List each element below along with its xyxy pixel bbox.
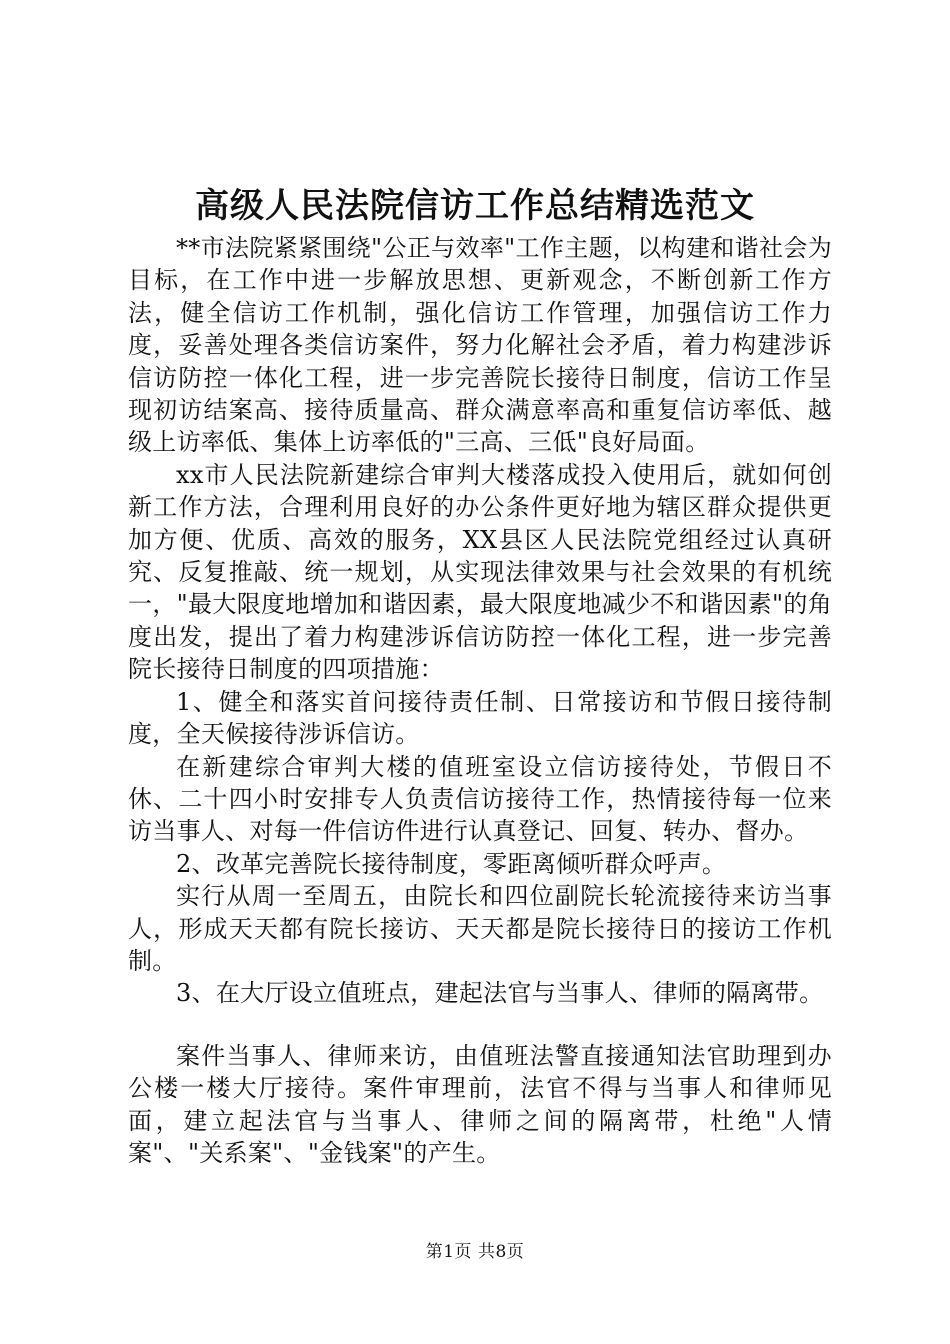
paragraph-8: 案件当事人、律师来访，由值班法警直接通知法官助理到办公楼一楼大厅接待。案件审理前，法官不得与当事人和律师见面，建立起法官与当事人、律师之间的隔离带，杜绝"人情案"、"关系案"、"金钱案"的产生。	[128, 1041, 832, 1167]
paragraph-1: **市法院紧紧围绕"公正与效率"工作主题，以构建和谐社会为目标，在工作中进一步解放思想、更新观念，不断创新工作方法，健全信访工作机制，强化信访工作管理，加强信访工作力度，妥善处理各类信访案件，努力化解社会矛盾，着力构建涉诉信访防控一体化工程，进一步完善院长接待日制度，信访工作呈现初访结案高、接待质量高、群众满意率高和重复信访率低、越级上访率低、集体上访率低的"三高、三低"良好局面。	[128, 234, 832, 457]
paragraph-2: xx市人民法院新建综合审判大楼落成投入使用后，就如何创新工作方法，合理利用良好的办公条件更好地为辖区群众提供更加方便、优质、高效的服务，XX县区人民法院党组经过认真研究、反复推敲、统一规划，从实现法律效果与社会效果的有机统一，"最大限度地增加和谐因素，最大限度地减少不和谐因素"的角度出发，提出了着力构建涉诉信访防控一体化工程，进一步完善院长接待日制度的四项措施：	[128, 460, 832, 684]
document-title: 高级人民法院信访工作总结精选范文	[195, 186, 755, 226]
paragraph-6: 实行从周一至周五，由院长和四位副院长轮流接待来访当事人，形成天天都有院长接访、天天都是院长接待日的接访工作机制。	[128, 882, 832, 975]
document-body	[128, 232, 832, 1169]
paragraph-4: 在新建综合审判大楼的值班室设立信访接待处，节假日不休、二十四小时安排专人负责信访接待工作，热情接待每一位来访当事人、对每一件信访件进行认真登记、回复、转办、督办。	[128, 752, 832, 846]
paragraph-3: 1、健全和落实首问接待责任制、日常接访和节假日接待制度，全天候接待涉诉信访。	[128, 687, 832, 749]
paragraph-7: 3、在大厅设立值班点，建起法官与当事人、律师的隔离带。	[176, 979, 824, 1008]
page-number-footer: 第1页 共8页	[425, 1242, 525, 1262]
paragraph-5: 2、改革完善院长接待制度，零距离倾听群众呼声。	[176, 849, 727, 878]
